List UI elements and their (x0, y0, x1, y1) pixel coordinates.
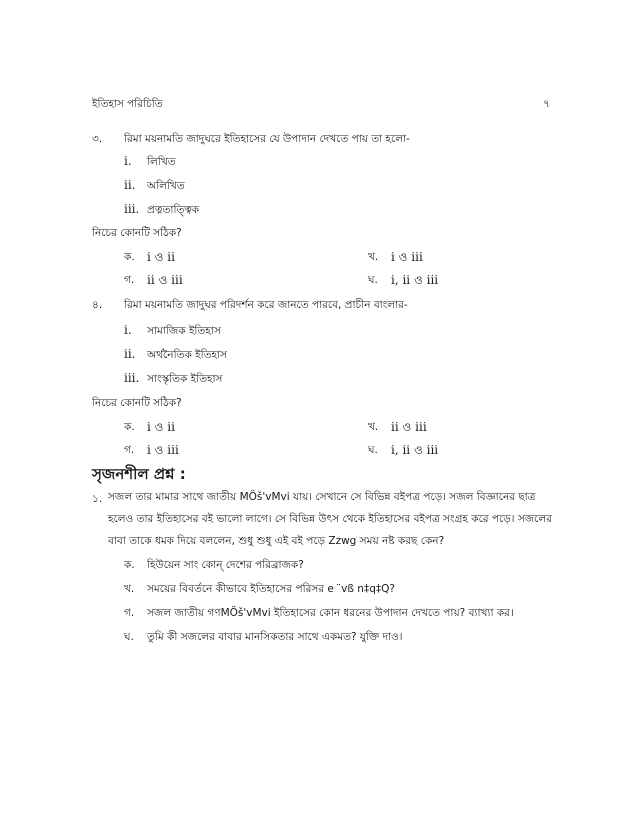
question-3-text: রিমা ময়নামতি জাদুঘরে ইতিহাসের যে উপাদান দেখতে পায় তা হলো- (124, 133, 410, 145)
q3-option-ga-value: ii ও iii (147, 273, 183, 287)
q3-item-1-text: লিখিত (147, 156, 176, 168)
page-number: ৭ (543, 98, 550, 110)
sub-question-kha-text (147, 582, 395, 599)
sub-question-kha-letter: খ. (124, 583, 135, 595)
q4-option-ka-letter: ক. (124, 421, 135, 433)
sub-question-gha-text: তুমি কী সজলের বাবার মানসিকতার সাথে একমত? যুক্তি দাও। (147, 631, 403, 643)
q3-option-ka-letter: ক. (124, 251, 135, 263)
q4-item-2-text: অর্থনৈতিক ইতিহাস (147, 349, 227, 361)
creative-question-number: ১. (92, 493, 103, 505)
q3-item-1-numeral: i. (124, 154, 132, 168)
q4-prompt: নিচের কোনটি সঠিক? (92, 397, 182, 409)
q4-option-gha-letter: ঘ. (368, 444, 378, 456)
q3-item-3-text: প্রত্নতাত্ত্বিক (147, 204, 200, 216)
q3-item-2-numeral: ii. (124, 178, 136, 192)
q4-option-kha-value: ii ও iii (391, 420, 427, 434)
q4-option-gha-value: i, ii ও iii (391, 443, 439, 457)
question-3-number: ৩. (92, 133, 103, 145)
q3-option-ka-value: i ও ii (147, 250, 175, 264)
sub-question-ka-text: হিউয়েন সাং কোন্ দেশের পরিব্রাজক? (147, 559, 304, 571)
q4-item-3-numeral: iii. (124, 371, 140, 385)
sub-question-kha-garbled-tail: ¨vß n‡q‡Q? (335, 583, 395, 595)
question-4-text: রিমা ময়নামতি জাদুঘর পরিদর্শন করে জানতে পারবে, প্রাচীন বাংলার- (124, 299, 408, 311)
q3-option-ga-letter: গ. (124, 274, 135, 286)
q3-option-gha-value: i, ii ও iii (391, 273, 439, 287)
q3-option-kha-value: i ও iii (391, 250, 423, 264)
creative-section-heading: সৃজনশীল প্রশ্ন : (92, 465, 186, 483)
q4-item-2-numeral: ii. (124, 347, 136, 361)
running-title: ইতিহাস পরিচিতি (92, 98, 163, 110)
sub-question-ga-letter: গ. (124, 607, 135, 619)
q4-option-kha-letter: খ. (368, 421, 379, 433)
question-4-number: ৪. (92, 299, 103, 311)
q3-prompt: নিচের কোনটি সঠিক? (92, 227, 182, 239)
q4-item-1-numeral: i. (124, 323, 132, 337)
q3-option-gha-letter: ঘ. (368, 274, 378, 286)
sub-question-kha-main: সময়ের বিবর্তনে কীভাবে ইতিহাসের পরিসর e (147, 583, 334, 595)
page-header (92, 97, 550, 113)
q4-item-3-text: সাংস্কৃতিক ইতিহাস (147, 373, 223, 385)
q4-item-1-text: সামাজিক ইতিহাস (147, 325, 221, 337)
creative-stimulus-paragraph: সজল তার মামার সাথে জাতীয় MÖš'vMvi যায়। সেখানে সে বিভিন্ন বইপত্র পড়ে। সজল বিজ্ঞানের ছাত্র হলেও তার ইতিহাসের বই ভালো লাগে। সে বিভিন্ন উৎস থেকে ইতিহাসের বইপত্র সংগ্রহ করে পড়ে। সজলের বাবা তাকে ধমক দিয়ে বললেন, শুধু শুধু এই বই পড়ে Zzwg সময় নষ্ট করছ কেন? (108, 491, 552, 547)
sub-question-ka-letter: ক. (124, 559, 135, 571)
q4-option-ga-value: i ও iii (147, 443, 179, 457)
q3-item-3-numeral: iii. (124, 202, 140, 216)
q4-option-ga-letter: গ. (124, 444, 135, 456)
q4-option-ka-value: i ও ii (147, 420, 175, 434)
sub-question-gha-letter: ঘ. (124, 631, 134, 643)
sub-question-ga-text: সজল জাতীয় গণMÖš'vMvi ইতিহাসের কোন ধরনের উপাদান দেখতে পায়? ব্যাখ্যা কর। (147, 607, 514, 619)
q3-option-kha-letter: খ. (368, 251, 379, 263)
q3-item-2-text: অলিখিত (147, 180, 185, 192)
